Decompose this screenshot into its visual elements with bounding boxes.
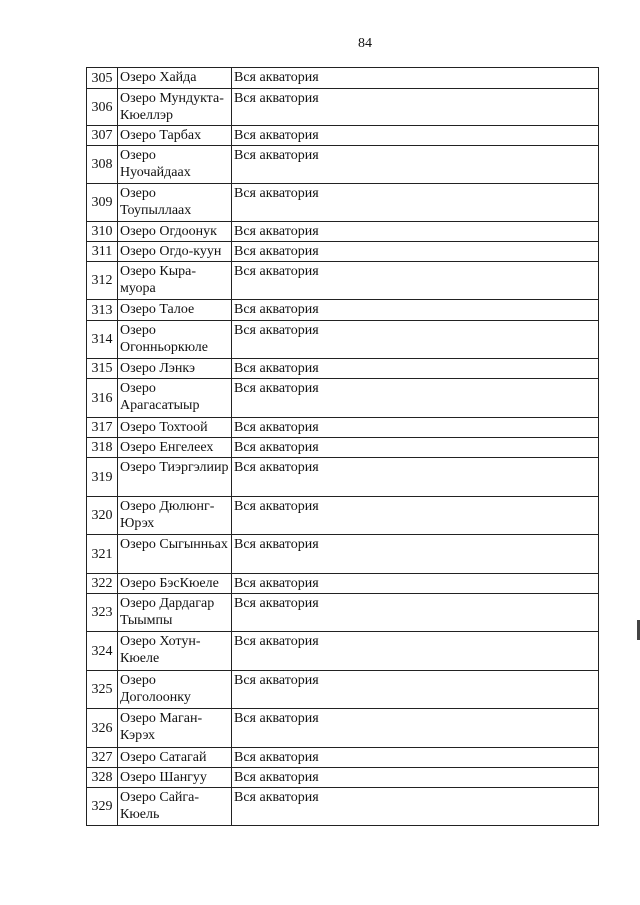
water-area-cell: Вся акватория [232,68,599,89]
water-area-cell: Вся акватория [232,262,599,300]
table-row [87,300,599,321]
row-number-cell: 312 [87,262,118,300]
table-row [87,768,599,788]
table-row [87,262,599,300]
water-area-cell: Вся акватория [232,89,599,126]
lake-name-cell: Озеро Талое [118,300,232,321]
table-row [87,594,599,632]
table-row [87,89,599,126]
water-area-cell: Вся акватория [232,748,599,768]
water-area-cell: Вся акватория [232,535,599,574]
table-row [87,68,599,89]
row-number-cell: 321 [87,535,118,574]
lake-name-cell: Озеро Тохтоой [118,418,232,438]
water-area-cell: Вся акватория [232,768,599,788]
table-row [87,632,599,671]
water-area-cell: Вся акватория [232,222,599,242]
water-area-cell: Вся акватория [232,788,599,826]
water-area-cell: Вся акватория [232,497,599,535]
water-area-cell: Вся акватория [232,321,599,359]
table-row [87,184,599,222]
lake-name-cell: Озеро Енгелеех [118,438,232,458]
page-number: 84 [358,36,372,51]
table-row [87,359,599,379]
lake-name-cell: Озеро Дардагар Тыымпы [118,594,232,632]
row-number-cell: 329 [87,788,118,826]
lake-name-cell: Озеро Доголоонку [118,671,232,709]
row-number-cell: 314 [87,321,118,359]
water-area-cell: Вся акватория [232,594,599,632]
water-area-cell: Вся акватория [232,418,599,438]
lakes-table-body [87,68,599,826]
lakes-table [86,67,599,826]
lake-name-cell: Озеро Шангуу [118,768,232,788]
water-area-cell: Вся акватория [232,146,599,184]
row-number-cell: 308 [87,146,118,184]
water-area-cell: Вся акватория [232,458,599,497]
water-area-cell: Вся акватория [232,242,599,262]
water-area-cell: Вся акватория [232,671,599,709]
lake-name-cell: Озеро Сыгынньах [118,535,232,574]
lake-name-cell: Озеро Тарбах [118,126,232,146]
table-row [87,222,599,242]
row-number-cell: 315 [87,359,118,379]
row-number-cell: 328 [87,768,118,788]
row-number-cell: 323 [87,594,118,632]
row-number-cell: 324 [87,632,118,671]
row-number-cell: 319 [87,458,118,497]
table-row [87,788,599,826]
water-area-cell: Вся акватория [232,359,599,379]
row-number-cell: 309 [87,184,118,222]
lake-name-cell: Озеро Тиэргэлиир [118,458,232,497]
table-row [87,146,599,184]
water-area-cell: Вся акватория [232,709,599,748]
table-row [87,748,599,768]
lake-name-cell: Озеро Огдо-куун [118,242,232,262]
table-row [87,709,599,748]
table-row [87,438,599,458]
lake-name-cell: Озеро Маган-Кэрэх [118,709,232,748]
row-number-cell: 316 [87,379,118,418]
lake-name-cell: Озеро Арагасатыыр [118,379,232,418]
row-number-cell: 326 [87,709,118,748]
lake-name-cell: Озеро Нуочайдаах [118,146,232,184]
table-row [87,497,599,535]
lake-name-cell: Озеро Сатагай [118,748,232,768]
lake-name-cell: Озеро Сайга-Кюель [118,788,232,826]
row-number-cell: 307 [87,126,118,146]
row-number-cell: 313 [87,300,118,321]
water-area-cell: Вся акватория [232,126,599,146]
water-area-cell: Вся акватория [232,184,599,222]
table-row [87,242,599,262]
row-number-cell: 311 [87,242,118,262]
table-row [87,126,599,146]
table-row [87,321,599,359]
table-row [87,379,599,418]
lake-name-cell: Озеро Лэнкэ [118,359,232,379]
lake-name-cell: Озеро Хотун-Кюеле [118,632,232,671]
row-number-cell: 322 [87,574,118,594]
row-number-cell: 318 [87,438,118,458]
lake-name-cell: Озеро Мундукта-Кюеллэр [118,89,232,126]
lake-name-cell: Озеро Огдоонук [118,222,232,242]
lake-name-cell: Озеро Дюлюнг-Юрэх [118,497,232,535]
water-area-cell: Вся акватория [232,438,599,458]
row-number-cell: 306 [87,89,118,126]
water-area-cell: Вся акватория [232,574,599,594]
lake-name-cell: Озеро Огонньоркюле [118,321,232,359]
table-row [87,574,599,594]
lake-name-cell: Озеро БэсКюеле [118,574,232,594]
row-number-cell: 327 [87,748,118,768]
row-number-cell: 320 [87,497,118,535]
water-area-cell: Вся акватория [232,379,599,418]
row-number-cell: 317 [87,418,118,438]
row-number-cell: 310 [87,222,118,242]
lake-name-cell: Озеро Кыра-муора [118,262,232,300]
lake-name-cell: Озеро Тоупыллаах [118,184,232,222]
lake-name-cell: Озеро Хайда [118,68,232,89]
table-row [87,671,599,709]
water-area-cell: Вся акватория [232,300,599,321]
row-number-cell: 325 [87,671,118,709]
table-row [87,418,599,438]
table-row [87,535,599,574]
table-row [87,458,599,497]
row-number-cell: 305 [87,68,118,89]
water-area-cell: Вся акватория [232,632,599,671]
